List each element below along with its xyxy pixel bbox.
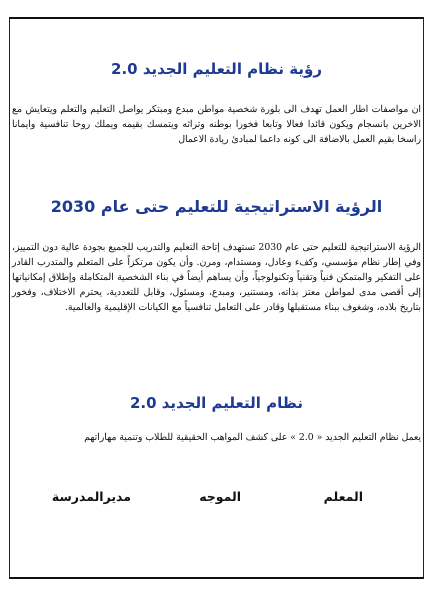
signature-row [0, 489, 433, 509]
signature-supervisor: الموجه [199, 489, 241, 504]
section-title-strategy: الرؤية الاستراتيجية للتعليم حتى عام 2030 [50, 197, 383, 216]
section-title-system: نظام التعليم الجديد 2.0 [129, 394, 304, 412]
signature-teacher: المعلم [323, 489, 363, 504]
section-system-title-row [0, 393, 433, 413]
section-vision-title-row [0, 59, 433, 79]
section-body-strategy: الرؤية الاستراتيجية للتعليم حتى عام 2030 تستهدف إتاحة التعليم والتدريب للجميع بجودة عالية دون التمييز، وفي إطار نظام مؤسسي، وكفء وعادل، ومستدام، ومرن. وأن يكون مرتكزاً على المتعلم والمتدرب القادر على التفكير والمتمكن فنياً وتقنياً وتكنولوجياً، وأن يساهم أيضاً في بناء الشخصية المتكاملة وإطلاق إمكانياتها إلى أقصى مدى لمواطن معتز بذاته، ومستنير، ومبدع، ومسئول، وقابل للتعددية، يحترم الاختلاف، وفخور بتاريخ بلاده، وشغوف ببناء مستقبلها وقادر على التعامل تنافسياً مع الكيانات الإقليمية والعالمية. [12, 242, 421, 313]
section-strategy-title-row [0, 197, 433, 217]
section-body-vision: ان مواصفات اطار العمل تهدف الى بلورة شخصية مواطن مبدع ومبتكر يواصل التعليم والتعلم ويتعايش مع الاخرين بانسجام ويكون قائدا فعالا وتابعا فخورا بوطنه وتراثه ويتمسك بقيمه ويملك روحا تنافسية وايمانا راسخا بقيم العمل بالاضافة الى كونه داعما لمبادئ ريادة الاعمال [12, 104, 421, 145]
section-body-system: يعمل نظام التعليم الجديد « 2.0 » على كشف المواهب الحقيقية للطلاب وتنمية مهاراتهم [84, 432, 421, 443]
signature-principal: مديرالمدرسة [51, 489, 131, 504]
section-title-vision: رؤية نظام التعليم الجديد 2.0 [111, 60, 322, 78]
